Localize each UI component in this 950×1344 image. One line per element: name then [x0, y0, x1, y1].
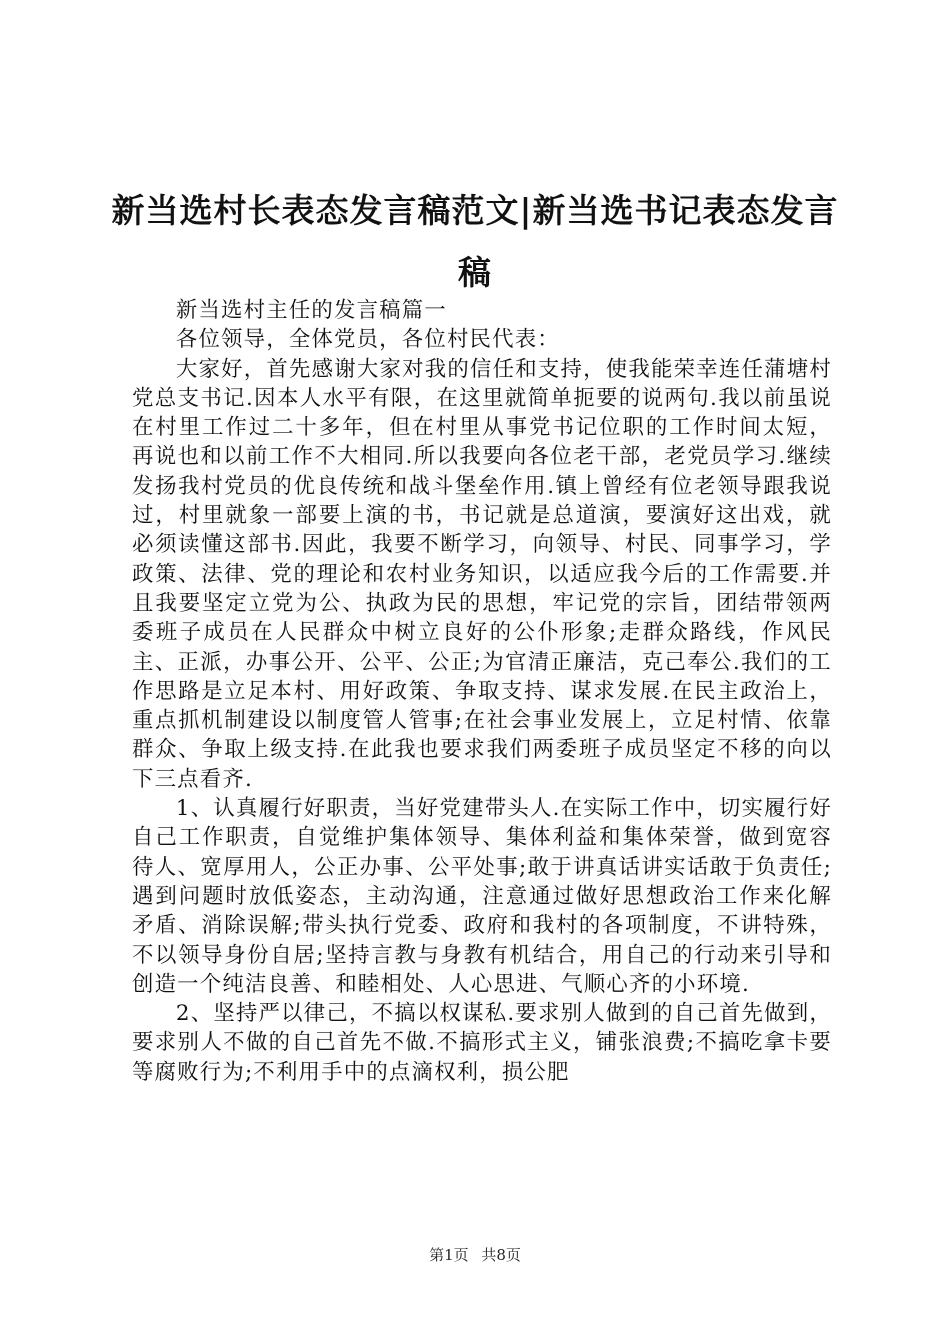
page-total: 共8页 — [481, 1246, 521, 1264]
paragraph-main: 大家好，首先感谢大家对我的信任和支持，使我能荣幸连任蒲塘村党总支书记.因本人水平有限，在这里就简单扼要的说两句.我以前虽说在村里工作过二十多年，但在村里从事党书记位职的工作时间太短，再说也和以前工作不大相同.所以我要向各位老干部，老党员学习.继续发扬我村党员的优良传统和战斗堡垒作用.镇上曾经有位老领导跟我说过，村里就象一部要上演的书，书记就是总道演，要演好这出戏，就必须读懂这部书.因此，我要不断学习，向领导、村民、同事学习，学政策、法律、党的理论和农村业务知识，以适应我今后的工作需要.并且我要坚定立党为公、执政为民的思想，牢记党的宗旨，团结带领两委班子成员在人民群众中树立良好的公仆形象;走群众路线，作风民主、正派，办事公开、公平、公正;为官清正廉洁，克己奉公.我们的工作思路是立足本村、用好政策、争取支持、谋求发展.在民主政治上，重点抓机制建设以制度管人管事;在社会事业发展上，立足村情、依靠群众、争取上级支持.在此我也要求我们两委班子成员坚定不移的向以下三点看齐. — [132, 356, 832, 792]
page-number: 第1页 — [429, 1246, 469, 1264]
document-body — [132, 296, 832, 1087]
paragraph-subtitle: 新当选村主任的发言稿篇一 — [175, 298, 447, 323]
paragraph-salutation: 各位领导，全体党员，各位村民代表： — [175, 327, 560, 353]
paragraph-point-2: 2、坚持严以律己，不搞以权谋私.要求别人做到的自己首先做到，要求别人不做的自己首先不做.不搞形式主义，铺张浪费;不搞吃拿卡要等腐败行为;不利用手中的点滴权利，损公肥 — [132, 1001, 832, 1085]
page-footer — [0, 1244, 950, 1265]
document-title: 新当选村长表态发言稿范文|新当选书记表态发言稿 — [111, 191, 839, 292]
paragraph-point-1: 1、认真履行好职责，当好党建带头人.在实际工作中，切实履行好自己工作职责，自觉维护集体领导、集体利益和集体荣誉，做到宽容待人、宽厚用人，公正办事、公平处事;敢于讲真话讲实话敢于负责任;遇到问题时放低姿态，主动沟通，注意通过做好思想政治工作来化解矛盾、消除误解;带头执行党委、政府和我村的各项制度，不讲特殊，不以领导身份自居;坚持言教与身教有机结合，用自己的行动来引导和创造一个纯洁良善、和睦相处、人心思进、气顺心齐的小环境. — [132, 796, 832, 997]
